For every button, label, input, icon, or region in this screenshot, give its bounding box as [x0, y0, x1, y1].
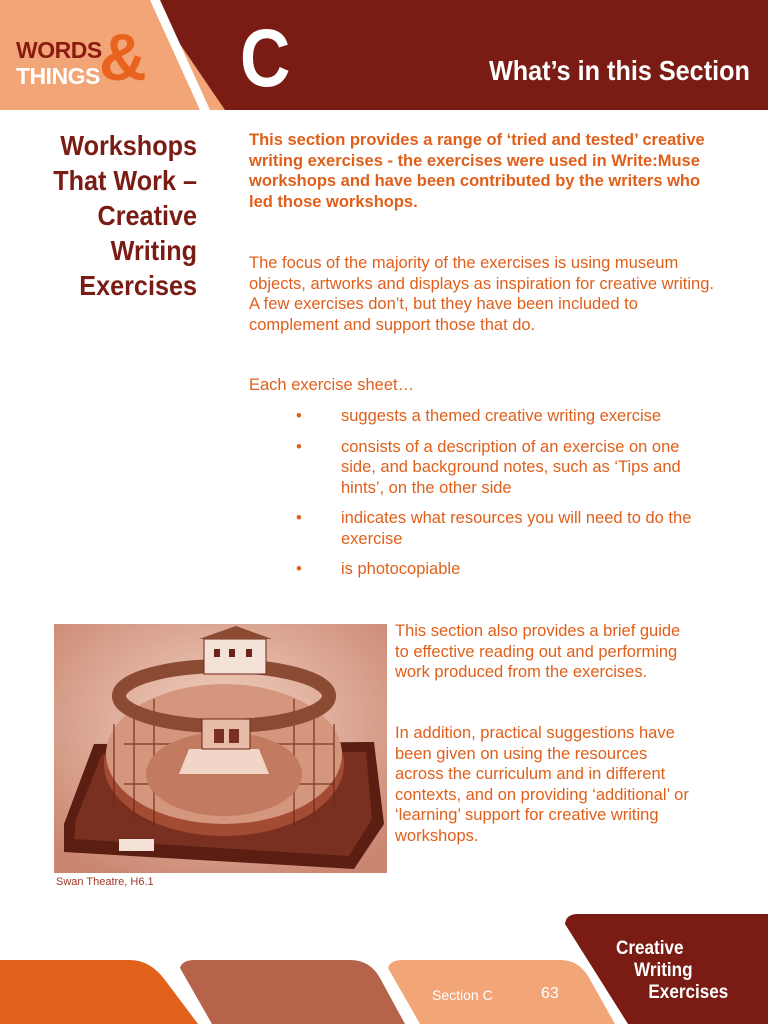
- logo-ampersand: &: [99, 20, 147, 94]
- page-number: 63: [541, 985, 559, 1002]
- footer-title-line: Creative: [616, 938, 684, 959]
- footer-title-line: Exercises: [648, 982, 729, 1003]
- addition-paragraph: In addition, practical suggestions have been given on using the resources across the curriculum and in different contexts, and on providing ‘additional’ or ‘learning’ support for creative writing workshops.: [395, 724, 689, 845]
- intro-paragraph: This section provides a range of ‘tried and tested’ creative writing exercises - the exercises were used in Write:Muse workshops and have been contributed by the writers who led those workshops.: [249, 131, 705, 211]
- list-item-text: is photocopiable: [341, 560, 461, 578]
- bullet-icon: •: [296, 560, 302, 578]
- side-title: Workshops That Work – Creative Writing Exercises: [53, 130, 197, 301]
- footer-title-line: Writing: [634, 960, 693, 981]
- list-item: [296, 437, 696, 499]
- footer-section-title: [598, 938, 729, 1004]
- logo-words: WORDS: [16, 37, 102, 63]
- swan-theatre-photo: [54, 624, 387, 873]
- guide-paragraph: This section also provides a brief guide to effective reading out and performing work produced from the exercises.: [395, 622, 681, 681]
- list-item: [296, 406, 696, 427]
- section-letter: C: [240, 13, 291, 104]
- list-item-text: consists of a description of an exercise on one side, and background notes, such as ‘Tips and hints’, on the other side: [341, 437, 681, 497]
- list-item: [296, 508, 696, 549]
- bullet-icon: •: [296, 407, 302, 425]
- list-item-text: indicates what resources you will need to do the exercise: [341, 509, 692, 548]
- footer-section-label: Section C: [432, 987, 493, 1003]
- bullet-icon: •: [296, 509, 302, 527]
- logo-things: THINGS: [16, 63, 100, 89]
- list-item: [296, 559, 696, 580]
- list-item-text: suggests a themed creative writing exercise: [341, 407, 662, 425]
- exercise-sheet-lead: Each exercise sheet…: [249, 376, 415, 394]
- photo-caption: Swan Theatre, H6.1: [56, 876, 154, 888]
- bullet-icon: •: [296, 437, 302, 456]
- section-heading: What’s in this Section: [489, 55, 750, 86]
- focus-paragraph: The focus of the majority of the exercises is using museum objects, artworks and displays as inspiration for creative writing. A few exercises don’t, but they have been included to complement and support those that do.: [249, 254, 714, 334]
- exercise-sheet-list: [296, 406, 696, 590]
